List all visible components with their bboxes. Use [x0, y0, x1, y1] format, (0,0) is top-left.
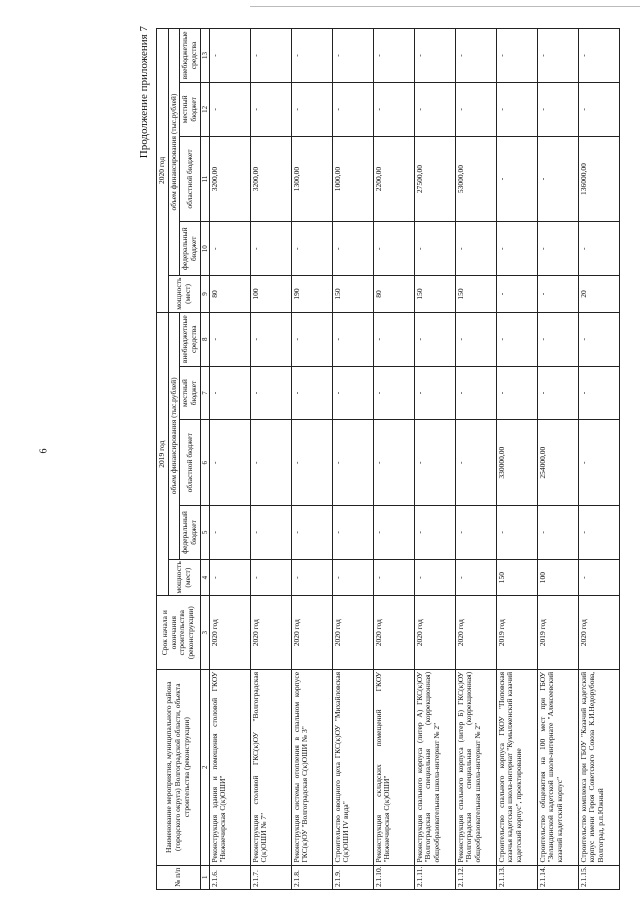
capacity-2019: -	[414, 559, 455, 596]
regional-2019: -	[414, 420, 455, 506]
extra-2020: -	[250, 29, 291, 83]
term-cell: 2020 год	[578, 596, 619, 669]
regional-2020: 1000,00	[332, 136, 373, 222]
header-federal-2020: федеральный бюджет	[180, 222, 200, 276]
term-cell: 2020 год	[209, 596, 250, 669]
col-number: 9	[200, 276, 209, 313]
local-2019: -	[373, 366, 414, 420]
regional-2019: -	[332, 420, 373, 506]
extra-2020: -	[332, 29, 373, 83]
federal-2020: -	[496, 222, 537, 276]
regional-2020: 3200,00	[209, 136, 250, 222]
extra-2019: -	[332, 312, 373, 366]
header-year-2020: 2020 год	[157, 29, 169, 313]
capacity-2019: 100	[537, 559, 578, 596]
regional-2019: 330000,00	[496, 420, 537, 506]
term-cell: 2019 год	[496, 596, 537, 669]
federal-2019: -	[250, 506, 291, 560]
federal-2019: -	[373, 506, 414, 560]
local-2019: -	[578, 366, 619, 420]
capacity-2020: 100	[250, 276, 291, 313]
table-row	[455, 29, 496, 890]
column-numbers-row	[200, 29, 209, 890]
extra-2020: -	[537, 29, 578, 83]
regional-2020: 2200,00	[373, 136, 414, 222]
header-funding-2020: объем финансирования (тыс.рублей)	[168, 29, 180, 276]
capacity-2020: -	[496, 276, 537, 313]
regional-2019: -	[209, 420, 250, 506]
regional-2019: 254000,00	[537, 420, 578, 506]
table-row	[414, 29, 455, 890]
object-name: Реконструкция здания и помещения столовой ГКОУ "Нижнечирская С(к)ОШИ"	[209, 669, 250, 865]
appendix-label: Продолжение приложения 7	[138, 26, 150, 159]
regional-2019: -	[250, 420, 291, 506]
local-2019: -	[537, 366, 578, 420]
capacity-2020: 190	[291, 276, 332, 313]
capacity-2020: 150	[455, 276, 496, 313]
federal-2020: -	[291, 222, 332, 276]
object-name: Строительство овощного цеха ГКС(к)ОУ "Михайловская С(к)ОШИ IV вида"	[332, 669, 373, 865]
federal-2019: -	[537, 506, 578, 560]
regional-2019: -	[291, 420, 332, 506]
header-local-2020: местный бюджет	[180, 82, 200, 136]
row-number: 2.1.7.	[250, 865, 291, 889]
object-name: Реконструкция системы отопления в спальном корпусе ГКС(к)ОУ "Волгоградская С(к)ОШИ № 3"	[291, 669, 332, 865]
term-cell: 2019 год	[537, 596, 578, 669]
capacity-2019: -	[578, 559, 619, 596]
col-number: 8	[200, 312, 209, 366]
capacity-2019: -	[250, 559, 291, 596]
local-2019: -	[414, 366, 455, 420]
table-row	[291, 29, 332, 890]
row-number: 2.1.10.	[373, 865, 414, 889]
object-name: Строительство комплекса при ГБОУ "Казачий кадетский корпус имени Героя Советского Союза К.И.Недорубова, Волгоград, р.п.Южный	[578, 669, 619, 865]
header-extra-2019: внебюджетные средства	[180, 312, 200, 366]
regional-2020: 53000,00	[455, 136, 496, 222]
capacity-2020: 150	[332, 276, 373, 313]
row-number: 2.1.15.	[578, 865, 619, 889]
capacity-2020: 150	[414, 276, 455, 313]
object-name: Реконструкция спального корпуса (литер А) ГКС(к)ОУ "Волгоградская специальная (коррекционная) общеобразовательная школа-интернат № 2"	[414, 669, 455, 865]
regional-2020: -	[537, 136, 578, 222]
federal-2020: -	[414, 222, 455, 276]
federal-2019: -	[332, 506, 373, 560]
col-number: 5	[200, 506, 209, 560]
col-number: 2	[200, 669, 209, 865]
capacity-2020: 80	[209, 276, 250, 313]
header-capacity-2020: мощность (мест)	[168, 276, 200, 313]
object-name: Строительство спального корпуса ГКОУ "Поповская казачья кадетская школа-интернат "Кумылженский казачий кадетский корпус", проектирование	[496, 669, 537, 865]
row-number: 2.1.11.	[414, 865, 455, 889]
federal-2020: -	[373, 222, 414, 276]
col-number: 6	[200, 420, 209, 506]
header-term: Срок начала и окончания строительства (реконструкции)	[157, 596, 201, 669]
regional-2020: 3200,00	[250, 136, 291, 222]
federal-2020: -	[537, 222, 578, 276]
col-number: 3	[200, 596, 209, 669]
local-2020: -	[250, 82, 291, 136]
local-2020: -	[496, 82, 537, 136]
object-name: Реконструкция столовой ГКС(к)ОУ "Волгоградская С(к)ОШИ № 7"	[250, 669, 291, 865]
local-2019: -	[496, 366, 537, 420]
local-2019: -	[332, 366, 373, 420]
local-2020: -	[455, 82, 496, 136]
col-number: 13	[200, 29, 209, 83]
local-2020: -	[578, 82, 619, 136]
extra-2019: -	[455, 312, 496, 366]
row-number: 2.1.13.	[496, 865, 537, 889]
federal-2019: -	[496, 506, 537, 560]
table-row	[332, 29, 373, 890]
extra-2019: -	[250, 312, 291, 366]
federal-2020: -	[332, 222, 373, 276]
local-2020: -	[291, 82, 332, 136]
capacity-2019: -	[332, 559, 373, 596]
regional-2019: -	[578, 420, 619, 506]
regional-2019: -	[373, 420, 414, 506]
extra-2019: -	[537, 312, 578, 366]
capacity-2019: -	[373, 559, 414, 596]
regional-2020: 136000,00	[578, 136, 619, 222]
header-year-2019: 2019 год	[157, 312, 169, 596]
federal-2019: -	[578, 506, 619, 560]
row-number: 2.1.8.	[291, 865, 332, 889]
term-cell: 2020 год	[250, 596, 291, 669]
header-num: № п/п	[157, 865, 201, 889]
header-name: Наименование мероприятия, муниципального района (городского округа) Волгоградской области, объекта строительства (реконструкции)	[157, 669, 201, 865]
table-row	[250, 29, 291, 890]
regional-2020: 1300,00	[291, 136, 332, 222]
capacity-2019: -	[455, 559, 496, 596]
table-body	[209, 29, 619, 890]
term-cell: 2020 год	[373, 596, 414, 669]
extra-2019: -	[578, 312, 619, 366]
row-number: 2.1.9.	[332, 865, 373, 889]
top-rule	[250, 6, 640, 7]
extra-2020: -	[414, 29, 455, 83]
col-number: 12	[200, 82, 209, 136]
object-name: Реконструкция спального корпуса (литер Б) ГКС(к)ОУ "Волгоградская специальная (коррекционная) общеобразовательная школа-интернат № 2"	[455, 669, 496, 865]
regional-2020: -	[496, 136, 537, 222]
col-number: 4	[200, 559, 209, 596]
extra-2019: -	[209, 312, 250, 366]
table-row	[537, 29, 578, 890]
col-number: 10	[200, 222, 209, 276]
extra-2020: -	[578, 29, 619, 83]
header-row-1	[157, 29, 169, 890]
table-row	[578, 29, 619, 890]
capacity-2020: 80	[373, 276, 414, 313]
extra-2019: -	[496, 312, 537, 366]
col-number: 7	[200, 366, 209, 420]
federal-2020: -	[250, 222, 291, 276]
federal-2020: -	[455, 222, 496, 276]
extra-2020: -	[496, 29, 537, 83]
local-2020: -	[373, 82, 414, 136]
local-2019: -	[250, 366, 291, 420]
object-name: Строительство общежития на 100 мест при ГБОУ "Зеландинской кадетской школе-интернате "Алексеевский казачий кадетский корпус"	[537, 669, 578, 865]
table-row	[209, 29, 250, 890]
capacity-2020: 20	[578, 276, 619, 313]
local-2020: -	[209, 82, 250, 136]
page-number: 6	[38, 448, 50, 454]
federal-2019: -	[291, 506, 332, 560]
term-cell: 2020 год	[291, 596, 332, 669]
extra-2020: -	[209, 29, 250, 83]
extra-2020: -	[373, 29, 414, 83]
local-2020: -	[537, 82, 578, 136]
local-2019: -	[209, 366, 250, 420]
capacity-2019: -	[291, 559, 332, 596]
local-2020: -	[332, 82, 373, 136]
header-capacity-2019: мощность (мест)	[168, 559, 200, 596]
term-cell: 2020 год	[455, 596, 496, 669]
table-row	[496, 29, 537, 890]
table-row	[373, 29, 414, 890]
col-number: 1	[200, 865, 209, 889]
extra-2020: -	[291, 29, 332, 83]
local-2019: -	[455, 366, 496, 420]
regional-2019: -	[455, 420, 496, 506]
local-2020: -	[414, 82, 455, 136]
row-number: 2.1.12.	[455, 865, 496, 889]
financing-table	[156, 28, 620, 890]
local-2019: -	[291, 366, 332, 420]
capacity-2020: -	[537, 276, 578, 313]
header-extra-2020: внебюджетные средства	[180, 29, 200, 83]
extra-2019: -	[291, 312, 332, 366]
federal-2020: -	[578, 222, 619, 276]
col-number: 11	[200, 136, 209, 222]
header-regional-2019: областной бюджет	[180, 420, 200, 506]
capacity-2019: 150	[496, 559, 537, 596]
row-number: 2.1.6.	[209, 865, 250, 889]
header-federal-2019: федеральный бюджет	[180, 506, 200, 560]
capacity-2019: -	[209, 559, 250, 596]
federal-2019: -	[414, 506, 455, 560]
header-funding-2019: объем финансирования (тыс.рублей)	[168, 312, 180, 559]
extra-2019: -	[373, 312, 414, 366]
extra-2020: -	[455, 29, 496, 83]
term-cell: 2020 год	[414, 596, 455, 669]
federal-2019: -	[209, 506, 250, 560]
term-cell: 2020 год	[332, 596, 373, 669]
federal-2020: -	[209, 222, 250, 276]
regional-2020: 27500,00	[414, 136, 455, 222]
row-number: 2.1.14.	[537, 865, 578, 889]
header-local-2019: местный бюджет	[180, 366, 200, 420]
extra-2019: -	[414, 312, 455, 366]
federal-2019: -	[455, 506, 496, 560]
rotated-sheet	[138, 20, 638, 890]
object-name: Реконструкция складских помещений ГКОУ "Нижнечирская С(к)ОШИ"	[373, 669, 414, 865]
header-regional-2020: областной бюджет	[180, 136, 200, 222]
